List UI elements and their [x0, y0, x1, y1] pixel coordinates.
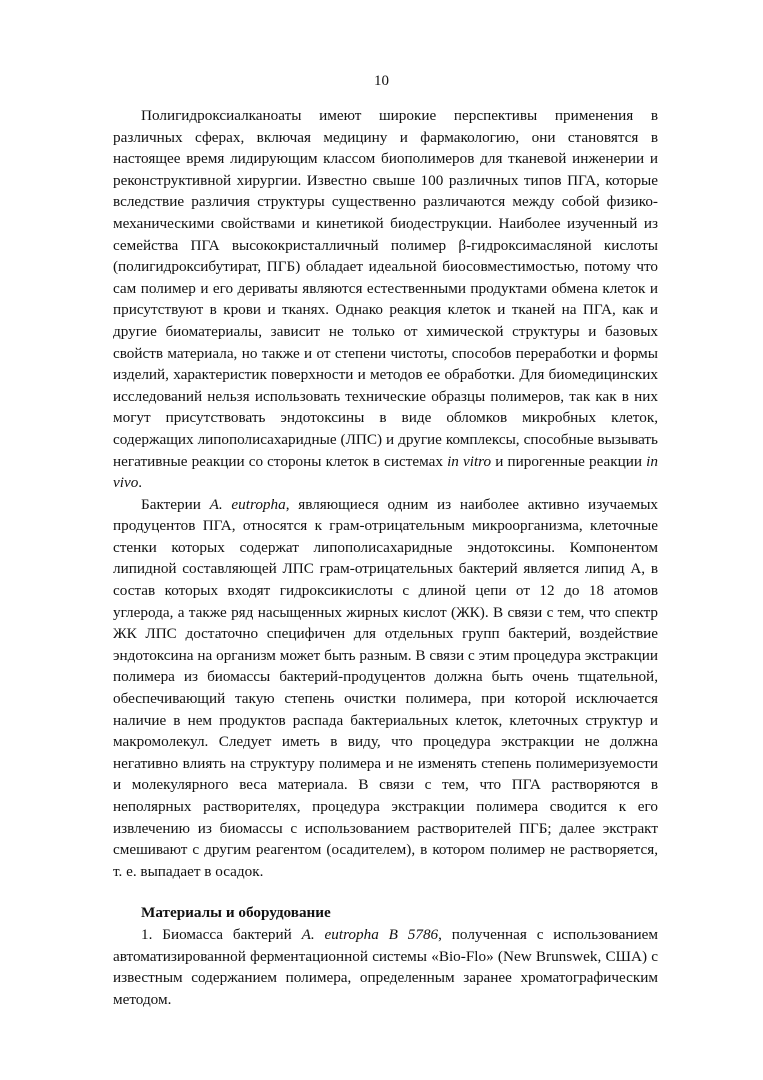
term-in-vivo: in vivo [113, 452, 658, 492]
body-text [113, 105, 658, 1010]
paragraph-bacteria [113, 494, 658, 883]
section-heading: Материалы и оборудование [141, 904, 331, 922]
paragraph-intro-text-2: и пирогенные реакции [491, 452, 647, 470]
materials-item-1-text-1: 1. Биомасса бактерий [141, 925, 302, 943]
paragraph-intro-text-1: Полигидроксиалканоаты имеют широкие перспективы применения в различных сферах, включая медицину и фармакологию, они становятся в настоящее время лидирующим классом биополимеров для тканевой инженерии и реконструктивной хирургии. Известно свыше 100 различных типов ПГА, которые вследствие различия структуры существенно различаются между собой физико-механическими свойствами и кинетикой биодеструкции. Наиболее изученный из семейства ПГА высококристалличный полимер β-гидроксимасляной кислоты (полигидроксибутират, ПГБ) обладает идеальной биосовместимостью, потому что сам полимер и его дериваты являются естественными продуктами обмена клеток и присутствуют в крови и тканях. Однако реакция клеток и тканей на ПГА, как и другие биоматериалы, зависит не только от химической структуры и базовых свойств материала, но также и от степени чистоты, способов переработки и формы изделий, характеристик поверхности и методов ее обработки. Для биомедицинских исследований нельзя использовать технические образцы полимеров, так как в них могут присутствовать эндотоксины в виде обломков микробных клеток, содержащих липополисахаридные (ЛПС) и другие комплексы, способные вызывать негативные реакции со стороны клеток в системах [113, 107, 658, 470]
paragraph-bacteria-text-1: Бактерии [141, 495, 210, 513]
term-in-vitro: in vitro [447, 452, 492, 470]
species-name: A. eutropha [209, 495, 286, 513]
materials-item-1 [113, 924, 658, 1010]
page-number: 10 [374, 73, 389, 89]
materials-item-1-text-2: , полученная с использованием автоматизированной ферментационной системы «Bio-Flo» (New Brunswek, США) с известным содержанием полимера, определенным заранее хроматографическим методом. [113, 925, 658, 1008]
paragraph-intro [113, 105, 658, 494]
paragraph-bacteria-text-2: , являющиеся одним из наиболее активно изучаемых продуцентов ПГА, относятся к грам-отрицательным микроорганизма, клеточные стенки которых содержат липополисахаридные эндотоксины. Компонентом липидной составляющей ЛПС грам-отрицательных бактерий является липид А, в состав которых входят гидроксикислоты с длиной цепи от 12 до 18 атомов углерода, а также ряд насыщенных жирных кислот (ЖК). В связи с тем, что спектр ЖК ЛПС достаточно специфичен для отдельных групп бактерий, воздействие эндотоксина на организм может быть разным. В связи с этим процедура экстракции полимера из биомассы бактерий-продуцентов должна быть очень тщательной, обеспечивающий такую степень очистки полимера, при которой исключается наличие в нем продуктов распада бактериальных клеток, клеточных структур и макромолекул. Следует иметь в виду, что процедура экстракции не должна негативно влиять на структуру полимера и не изменять степень полимеризуемости и молекулярного веса материала. В связи с тем, что ПГА растворяются в неполярных растворителях, процедура экстракции полимера сводится к его извлечению из биомассы с использованием растворителей ПГБ; далее экстракт смешивают с другим реагентом (осадителем), в котором полимер не растворяется, т. е. выпадает в осадок. [113, 495, 658, 880]
strain-name: A. eutropha B 5786 [301, 925, 439, 943]
paragraph-intro-text-3: . [138, 474, 143, 492]
